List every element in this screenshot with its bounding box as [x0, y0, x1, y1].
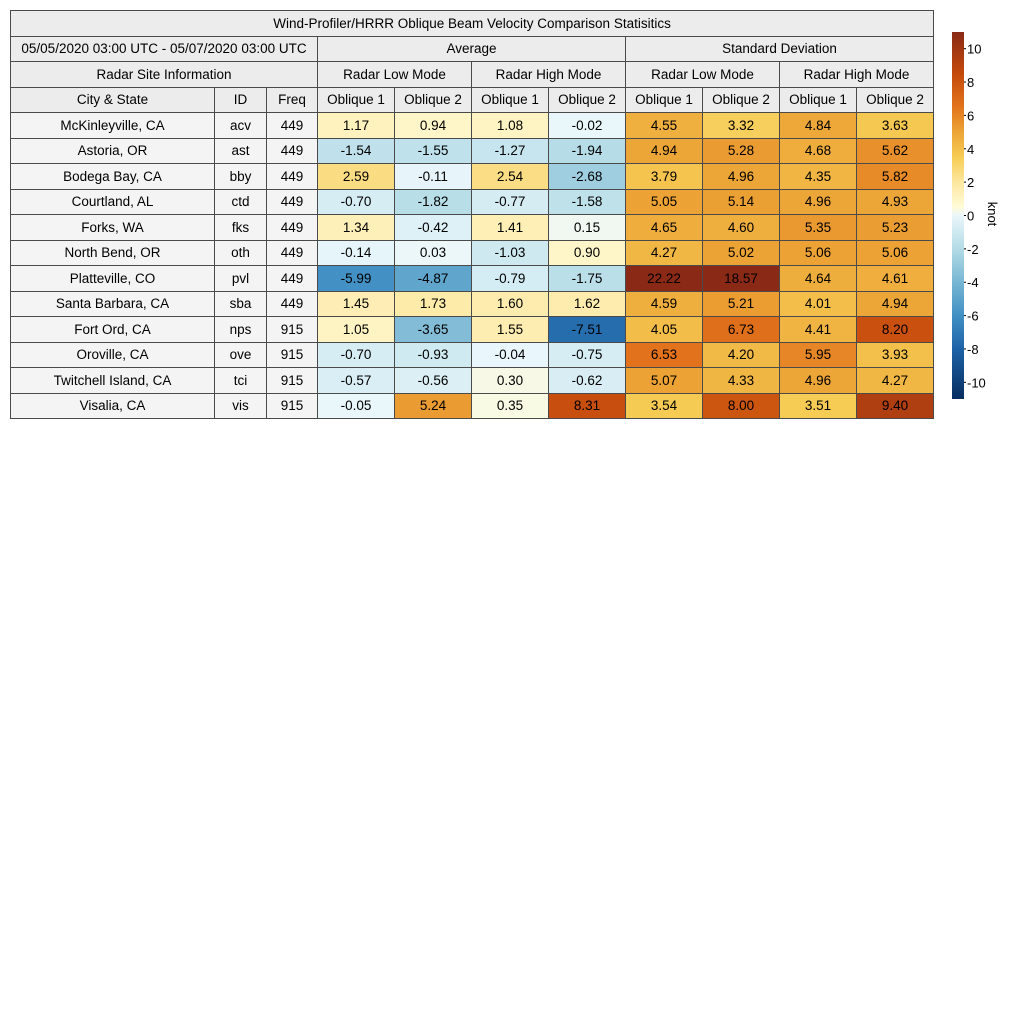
table-row: [11, 342, 934, 368]
value-cell: 1.17: [318, 113, 395, 139]
value-cell: 3.32: [703, 113, 780, 139]
value-cell: -0.77: [472, 189, 549, 215]
table-row: [11, 368, 934, 394]
value-cell: -0.93: [395, 342, 472, 368]
table-title: Wind-Profiler/HRRR Oblique Beam Velocity Comparison Statisitics: [11, 11, 934, 37]
value-cell: -4.87: [395, 266, 472, 292]
table-row: [11, 291, 934, 317]
value-cell: 2.59: [318, 164, 395, 190]
value-cell: 4.55: [626, 113, 703, 139]
column-header: Oblique 2: [549, 87, 626, 113]
std-dev-header: Standard Deviation: [626, 36, 934, 62]
site-city: Courtland, AL: [11, 189, 215, 215]
site-info-header: Radar Site Information: [11, 62, 318, 88]
site-id: nps: [215, 317, 267, 343]
site-city: Bodega Bay, CA: [11, 164, 215, 190]
value-cell: 1.45: [318, 291, 395, 317]
table-row: [11, 113, 934, 139]
value-cell: 4.59: [626, 291, 703, 317]
site-freq: 915: [267, 393, 318, 419]
value-cell: 2.54: [472, 164, 549, 190]
value-cell: 3.93: [857, 342, 934, 368]
value-cell: -7.51: [549, 317, 626, 343]
colorbar-tick-label: 4: [967, 141, 975, 157]
value-cell: -1.27: [472, 138, 549, 164]
colorbar-tick-label: 0: [967, 208, 975, 224]
site-freq: 449: [267, 240, 318, 266]
value-cell: 1.05: [318, 317, 395, 343]
value-cell: -1.75: [549, 266, 626, 292]
value-cell: -0.02: [549, 113, 626, 139]
value-cell: 0.15: [549, 215, 626, 241]
value-cell: 5.82: [857, 164, 934, 190]
site-city: Santa Barbara, CA: [11, 291, 215, 317]
value-cell: 5.23: [857, 215, 934, 241]
value-cell: 5.62: [857, 138, 934, 164]
site-city: North Bend, OR: [11, 240, 215, 266]
value-cell: 4.27: [857, 368, 934, 394]
colorbar-tick-label: -6: [967, 308, 979, 324]
value-cell: -1.55: [395, 138, 472, 164]
value-cell: -0.05: [318, 393, 395, 419]
value-cell: 4.01: [780, 291, 857, 317]
site-id: ast: [215, 138, 267, 164]
value-cell: 3.54: [626, 393, 703, 419]
site-freq: 449: [267, 113, 318, 139]
value-cell: 18.57: [703, 266, 780, 292]
site-city: Platteville, CO: [11, 266, 215, 292]
value-cell: -1.58: [549, 189, 626, 215]
value-cell: 4.94: [857, 291, 934, 317]
value-cell: -2.68: [549, 164, 626, 190]
value-cell: 8.20: [857, 317, 934, 343]
site-id: ctd: [215, 189, 267, 215]
value-cell: 4.68: [780, 138, 857, 164]
value-cell: 1.34: [318, 215, 395, 241]
value-cell: 4.41: [780, 317, 857, 343]
site-freq: 449: [267, 189, 318, 215]
std-high-mode-header: Radar High Mode: [780, 62, 934, 88]
column-header: Oblique 2: [857, 87, 934, 113]
value-cell: 0.03: [395, 240, 472, 266]
value-cell: 0.94: [395, 113, 472, 139]
value-cell: -1.82: [395, 189, 472, 215]
value-cell: 3.51: [780, 393, 857, 419]
average-header: Average: [318, 36, 626, 62]
column-header: Oblique 1: [780, 87, 857, 113]
colorbar-tick-label: -2: [967, 241, 979, 257]
value-cell: 5.06: [857, 240, 934, 266]
column-header: ID: [215, 87, 267, 113]
site-freq: 449: [267, 138, 318, 164]
avg-low-mode-header: Radar Low Mode: [318, 62, 472, 88]
value-cell: 1.08: [472, 113, 549, 139]
site-freq: 915: [267, 317, 318, 343]
site-freq: 915: [267, 368, 318, 394]
site-id: sba: [215, 291, 267, 317]
value-cell: 4.96: [780, 368, 857, 394]
value-cell: 4.64: [780, 266, 857, 292]
value-cell: -0.62: [549, 368, 626, 394]
column-header: Oblique 2: [395, 87, 472, 113]
colorbar-tick-label: -10: [967, 375, 986, 391]
value-cell: 5.35: [780, 215, 857, 241]
table-row: [11, 138, 934, 164]
site-freq: 915: [267, 342, 318, 368]
value-cell: -0.57: [318, 368, 395, 394]
date-range: 05/05/2020 03:00 UTC - 05/07/2020 03:00 UTC: [11, 36, 318, 62]
table-row: [11, 266, 934, 292]
value-cell: 5.07: [626, 368, 703, 394]
site-id: acv: [215, 113, 267, 139]
column-header: Oblique 1: [318, 87, 395, 113]
value-cell: 5.24: [395, 393, 472, 419]
site-city: Astoria, OR: [11, 138, 215, 164]
table-row: [11, 189, 934, 215]
value-cell: 1.62: [549, 291, 626, 317]
value-cell: -0.14: [318, 240, 395, 266]
value-cell: 4.61: [857, 266, 934, 292]
site-freq: 449: [267, 266, 318, 292]
site-city: McKinleyville, CA: [11, 113, 215, 139]
value-cell: 3.63: [857, 113, 934, 139]
site-city: Fort Ord, CA: [11, 317, 215, 343]
value-cell: -1.03: [472, 240, 549, 266]
colorbar-tick-label: 8: [967, 75, 975, 91]
colorbar-label: knot: [985, 201, 1000, 227]
value-cell: 4.93: [857, 189, 934, 215]
table-row: [11, 317, 934, 343]
value-cell: 5.02: [703, 240, 780, 266]
value-cell: 1.41: [472, 215, 549, 241]
value-cell: 8.31: [549, 393, 626, 419]
table-row: [11, 215, 934, 241]
value-cell: -0.70: [318, 189, 395, 215]
value-cell: 0.30: [472, 368, 549, 394]
column-header-row: [11, 87, 934, 113]
table-row: [11, 164, 934, 190]
value-cell: 1.55: [472, 317, 549, 343]
site-city: Oroville, CA: [11, 342, 215, 368]
site-id: pvl: [215, 266, 267, 292]
colorbar-tick-label: 6: [967, 108, 975, 124]
std-low-mode-header: Radar Low Mode: [626, 62, 780, 88]
value-cell: 9.40: [857, 393, 934, 419]
column-header: City & State: [11, 87, 215, 113]
column-header: Oblique 2: [703, 87, 780, 113]
table-row: [11, 393, 934, 419]
avg-high-mode-header: Radar High Mode: [472, 62, 626, 88]
value-cell: 4.94: [626, 138, 703, 164]
colorbar: [948, 28, 1018, 408]
value-cell: -0.56: [395, 368, 472, 394]
value-cell: 5.06: [780, 240, 857, 266]
column-header: Freq: [267, 87, 318, 113]
value-cell: -0.42: [395, 215, 472, 241]
value-cell: 4.33: [703, 368, 780, 394]
site-id: tci: [215, 368, 267, 394]
stats-table: [10, 10, 934, 419]
site-city: Forks, WA: [11, 215, 215, 241]
value-cell: -0.11: [395, 164, 472, 190]
value-cell: 5.21: [703, 291, 780, 317]
value-cell: 4.96: [780, 189, 857, 215]
value-cell: 4.20: [703, 342, 780, 368]
value-cell: -0.04: [472, 342, 549, 368]
value-cell: -5.99: [318, 266, 395, 292]
value-cell: 1.73: [395, 291, 472, 317]
value-cell: 22.22: [626, 266, 703, 292]
value-cell: 6.73: [703, 317, 780, 343]
value-cell: 3.79: [626, 164, 703, 190]
site-id: bby: [215, 164, 267, 190]
colorbar-tick-label: -8: [967, 341, 979, 357]
site-id: ove: [215, 342, 267, 368]
site-id: vis: [215, 393, 267, 419]
site-freq: 449: [267, 164, 318, 190]
site-id: fks: [215, 215, 267, 241]
value-cell: 5.14: [703, 189, 780, 215]
value-cell: 4.60: [703, 215, 780, 241]
colorbar-gradient: [952, 32, 964, 399]
value-cell: 4.96: [703, 164, 780, 190]
table-row: [11, 240, 934, 266]
value-cell: -3.65: [395, 317, 472, 343]
site-id: oth: [215, 240, 267, 266]
value-cell: -0.75: [549, 342, 626, 368]
value-cell: 4.05: [626, 317, 703, 343]
colorbar-tick-label: 10: [967, 41, 982, 57]
site-city: Twitchell Island, CA: [11, 368, 215, 394]
colorbar-tick-label: -4: [967, 275, 979, 291]
column-header: Oblique 1: [472, 87, 549, 113]
value-cell: -1.54: [318, 138, 395, 164]
site-city: Visalia, CA: [11, 393, 215, 419]
value-cell: 5.28: [703, 138, 780, 164]
value-cell: 5.05: [626, 189, 703, 215]
value-cell: -1.94: [549, 138, 626, 164]
value-cell: 4.65: [626, 215, 703, 241]
value-cell: 6.53: [626, 342, 703, 368]
colorbar-tick-label: 2: [967, 175, 975, 191]
value-cell: -0.70: [318, 342, 395, 368]
value-cell: 8.00: [703, 393, 780, 419]
site-freq: 449: [267, 291, 318, 317]
value-cell: 1.60: [472, 291, 549, 317]
value-cell: -0.79: [472, 266, 549, 292]
site-freq: 449: [267, 215, 318, 241]
value-cell: 5.95: [780, 342, 857, 368]
value-cell: 4.35: [780, 164, 857, 190]
column-header: Oblique 1: [626, 87, 703, 113]
value-cell: 0.35: [472, 393, 549, 419]
value-cell: 0.90: [549, 240, 626, 266]
value-cell: 4.84: [780, 113, 857, 139]
value-cell: 4.27: [626, 240, 703, 266]
